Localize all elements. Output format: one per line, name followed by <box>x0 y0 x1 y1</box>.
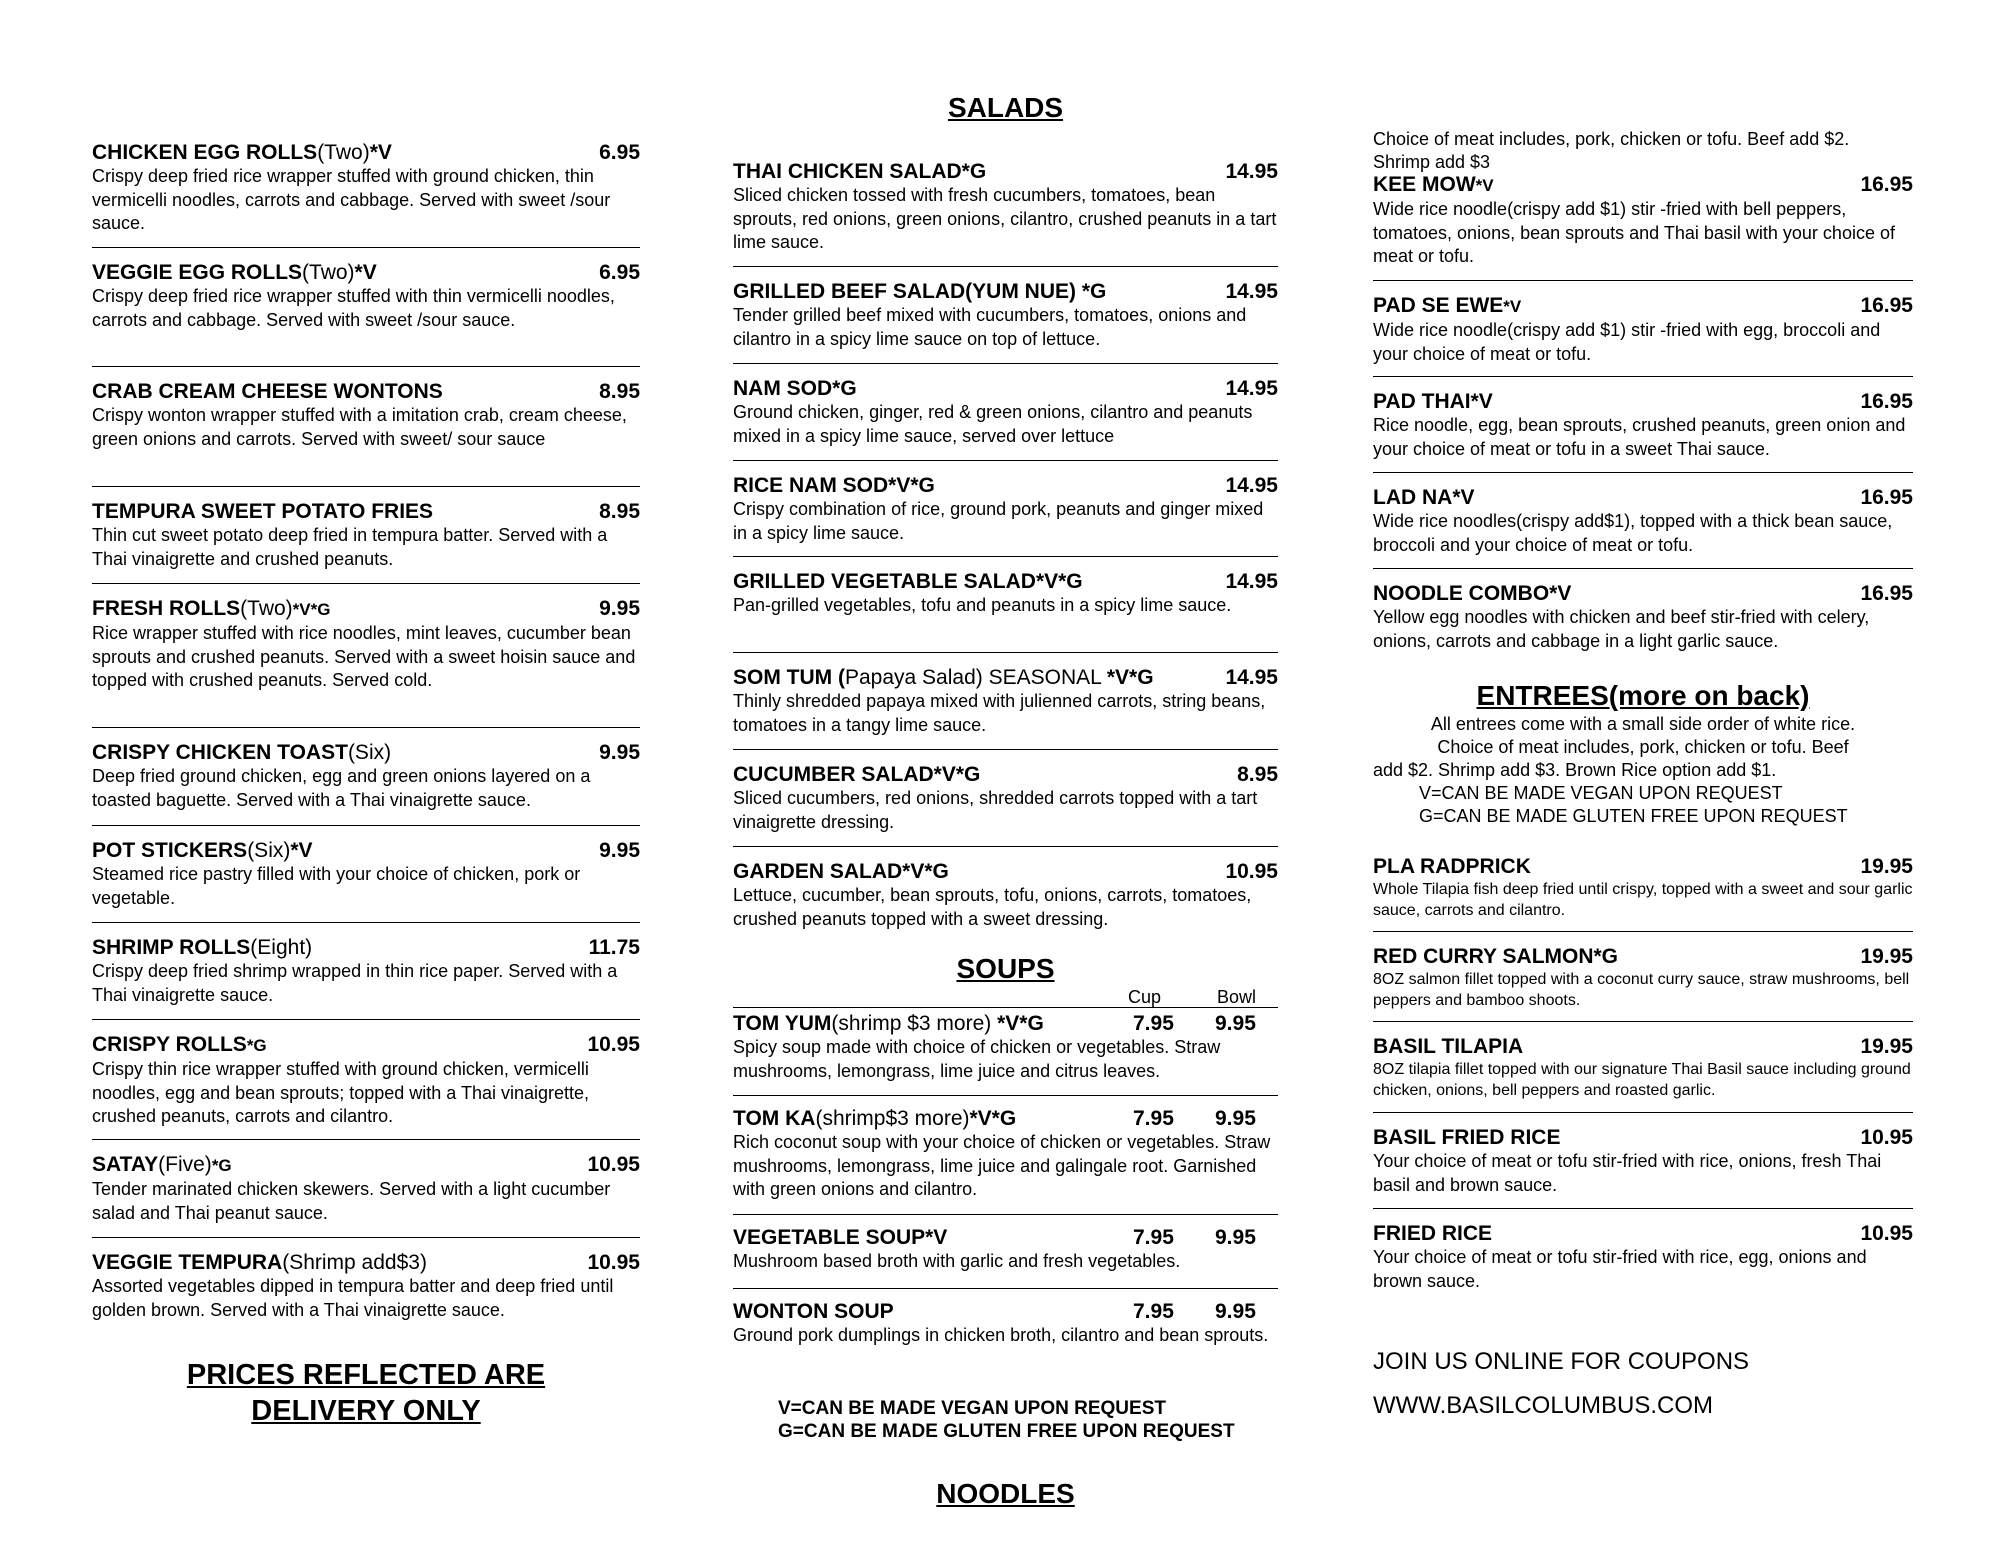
menu-item-price: 10.95 <box>1225 860 1278 883</box>
legend-vegan: V=CAN BE MADE VEGAN UPON REQUEST <box>778 1398 1166 1419</box>
bowl-header: Bowl <box>1217 987 1257 1007</box>
menu-item[interactable] <box>92 839 640 910</box>
menu-item-name: BASIL TILAPIA <box>1373 1035 1524 1058</box>
menu-item[interactable] <box>1373 390 1913 461</box>
menu-item[interactable] <box>733 666 1278 737</box>
divider <box>733 846 1278 847</box>
divider <box>92 825 640 826</box>
menu-item-description: Crispy combination of rice, ground pork, peanuts and ginger mixed in a spicy lime sauce. <box>733 499 1264 543</box>
divider <box>1373 280 1913 281</box>
menu-item-title <box>733 280 1278 304</box>
menu-item-price: 14.95 <box>1225 474 1278 497</box>
menu-item-name: NOODLE COMBO*V <box>1373 582 1572 605</box>
entrees-intro-line: G=CAN BE MADE GLUTEN FREE UPON REQUEST <box>1419 806 1848 826</box>
menu-item-description: Deep fried ground chicken, egg and green onions layered on a toasted baguette. Served with a Thai vinaigrette sauce. <box>92 766 591 810</box>
menu-item-tag: *G <box>246 1036 267 1055</box>
menu-item-title <box>92 936 640 960</box>
menu-item-name: PLA RADPRICK <box>1373 855 1531 878</box>
menu-item-description: 8OZ tilapia fillet topped with our signature Thai Basil sauce including ground chicken, onions, bell peppers and roasted garlic. <box>1373 1061 1911 1099</box>
bowl-price: 9.95 <box>1215 1226 1256 1249</box>
menu-item[interactable] <box>1373 582 1913 653</box>
menu-item-description: Sliced cucumbers, red onions, shredded carrots topped with a tart vinaigrette dressing. <box>733 788 1258 832</box>
divider <box>733 652 1278 653</box>
divider <box>92 1139 640 1140</box>
menu-item-name-group <box>1373 294 1521 319</box>
menu-item-name-group <box>92 380 443 404</box>
entrees-intro-line: V=CAN BE MADE VEGAN UPON REQUEST <box>1419 783 1783 803</box>
menu-item-name: WONTON SOUP <box>733 1300 894 1323</box>
menu-item-name-group <box>1373 486 1475 510</box>
menu-item[interactable] <box>92 500 640 571</box>
menu-item-name-group <box>733 1012 1044 1035</box>
menu-item-title <box>733 666 1278 690</box>
menu-item-title <box>92 1033 640 1058</box>
menu-item-price: 14.95 <box>1225 377 1278 400</box>
menu-item-description: Crispy thin rice wrapper stuffed with ground chicken, vermicelli noodles, egg and bean sprouts; topped with a Thai vinaigrette, crushed peanuts, carrots and cilantro. <box>92 1059 590 1126</box>
soups-heading: SOUPS <box>956 953 1055 984</box>
menu-item-price: 16.95 <box>1860 390 1913 413</box>
divider <box>733 460 1278 461</box>
menu-item[interactable] <box>733 280 1278 351</box>
entrees-intro <box>1373 713 1913 828</box>
menu-item-price: 14.95 <box>1225 570 1278 593</box>
menu-item-name: RICE NAM SOD*V*G <box>733 474 935 497</box>
menu-item-description: Rich coconut soup with your choice of chicken or vegetables. Straw mushrooms, lemongrass, lime juice and galingale root. Garnished with green onions and cilantro. <box>733 1132 1271 1199</box>
menu-item-name: CUCUMBER SALAD*V*G <box>733 763 981 786</box>
delivery-note-line: PRICES REFLECTED ARE <box>186 1359 546 1391</box>
menu-item-description: Your choice of meat or tofu stir-fried with rice, egg, onions and brown sauce. <box>1373 1247 1867 1291</box>
menu-item[interactable] <box>1373 173 1913 269</box>
cup-price: 7.95 <box>1133 1107 1174 1130</box>
menu-item[interactable] <box>1373 855 1913 921</box>
menu-item-title <box>733 570 1278 594</box>
menu-item-tag: *V*G <box>969 1107 1017 1130</box>
menu-item-name-group <box>1373 173 1494 198</box>
menu-item-description: Wide rice noodle(crispy add $1) stir -fried with egg, broccoli and your choice of meat or tofu. <box>1373 320 1881 364</box>
menu-item-description: Steamed rice pastry filled with your choice of chicken, pork or vegetable. <box>92 864 581 908</box>
menu-item-description: Crispy deep fried shrimp wrapped in thin rice paper. Served with a Thai vinaigrette sauce. <box>92 961 618 1005</box>
menu-item-title <box>92 141 640 165</box>
noodles-intro-line: Shrimp add $3 <box>1373 152 1491 172</box>
divider <box>1373 376 1913 377</box>
menu-item-name-group <box>733 1300 894 1323</box>
menu-item-name-group <box>733 570 1083 594</box>
divider <box>733 749 1278 750</box>
noodles-intro-line: Choice of meat includes, pork, chicken or tofu. Beef add $2. <box>1373 129 1850 149</box>
menu-item-title <box>733 377 1278 401</box>
divider <box>733 556 1278 557</box>
divider <box>733 363 1278 364</box>
menu-item-name: CHICKEN EGG ROLLS <box>92 141 318 164</box>
menu-item-name: CRISPY CHICKEN TOAST <box>92 741 348 764</box>
divider <box>1373 1112 1913 1113</box>
menu-item-name-group <box>92 839 313 863</box>
menu-item-name: SATAY <box>92 1153 159 1176</box>
divider <box>92 247 640 248</box>
delivery-prices-note <box>92 1357 640 1429</box>
menu-item-portion: (Two) <box>317 141 370 164</box>
menu-item-name-group <box>733 377 857 401</box>
menu-item-title <box>1373 1222 1913 1246</box>
menu-item-name: THAI CHICKEN SALAD*G <box>733 160 987 183</box>
menu-item-description: Ground pork dumplings in chicken broth, cilantro and bean sprouts. <box>733 1325 1269 1345</box>
menu-item[interactable] <box>733 377 1278 448</box>
menu-item-description: Assorted vegetables dipped in tempura batter and deep fried until golden brown. Served with a Thai vinaigrette sauce. <box>92 1276 614 1320</box>
website-link[interactable]: WWW.BASILCOLUMBUS.COM <box>1373 1392 1714 1419</box>
divider <box>1373 1208 1913 1209</box>
menu-item-title <box>92 261 640 285</box>
menu-item-tag: *V*G <box>991 1012 1044 1035</box>
menu-item-name: PAD SE EWE <box>1373 294 1504 317</box>
divider <box>733 266 1278 267</box>
menu-item-name-group <box>92 741 391 765</box>
menu-item-name: SHRIMP ROLLS <box>92 936 251 959</box>
menu-item-price: 6.95 <box>599 261 640 284</box>
menu-item-name-group <box>92 1153 232 1178</box>
menu-item-title <box>92 597 640 622</box>
menu-item-price: 10.95 <box>587 1033 640 1056</box>
menu-item-name: PAD THAI*V <box>1373 390 1493 413</box>
menu-item[interactable] <box>1373 1035 1913 1101</box>
divider <box>733 1214 1278 1215</box>
menu-item-name-group <box>92 261 377 285</box>
cup-price: 7.95 <box>1133 1226 1174 1249</box>
menu-item[interactable] <box>92 1251 640 1322</box>
menu-item-title <box>92 1251 640 1275</box>
menu-item-title <box>92 380 640 404</box>
menu-item[interactable] <box>733 160 1278 255</box>
menu-item-title <box>1373 1126 1913 1150</box>
menu-item-price: 8.95 <box>1237 763 1278 786</box>
menu-item-title <box>1373 582 1913 606</box>
menu-item-description: Crispy deep fried rice wrapper stuffed with ground chicken, thin vermicelli noodles, carrots and cabbage. Served with sweet /sour sauce. <box>92 166 611 233</box>
menu-item-name: TOM YUM <box>733 1012 832 1035</box>
menu-item[interactable] <box>1373 945 1913 1011</box>
menu-item-title <box>1373 486 1913 510</box>
menu-item-title <box>733 1012 1278 1036</box>
menu-item-price: 16.95 <box>1860 294 1913 317</box>
menu-item[interactable] <box>733 1012 1278 1083</box>
salads-heading: SALADS <box>947 92 1064 123</box>
menu-item-name-group <box>733 666 1154 690</box>
menu-item-price: 14.95 <box>1225 666 1278 689</box>
menu-item-name: CRISPY ROLLS <box>92 1033 247 1056</box>
menu-item-price: 9.95 <box>599 839 640 862</box>
divider <box>1373 931 1913 932</box>
menu-item[interactable] <box>733 474 1278 545</box>
menu-item-title <box>733 860 1278 884</box>
menu-item-name-group <box>92 936 312 960</box>
menu-item-name-group <box>733 474 935 498</box>
menu-item-portion: (Five) <box>158 1153 212 1176</box>
menu-item-name-group <box>1373 582 1571 606</box>
menu-item-name: SOM TUM ( <box>733 666 845 689</box>
menu-item-name-group <box>92 500 433 524</box>
menu-item-name-group <box>733 1107 1016 1130</box>
menu-item-description: Your choice of meat or tofu stir-fried with rice, onions, fresh Thai basil and brown sauce. <box>1373 1151 1882 1195</box>
menu-item-price: 16.95 <box>1860 173 1913 196</box>
delivery-note-line: DELIVERY ONLY <box>251 1395 481 1427</box>
menu-item[interactable] <box>733 1107 1278 1202</box>
menu-item-name: GARDEN SALAD*V*G <box>733 860 949 883</box>
legend-gluten-free: G=CAN BE MADE GLUTEN FREE UPON REQUEST <box>778 1421 1235 1442</box>
noodles-intro <box>1373 128 1849 174</box>
menu-item[interactable] <box>92 1033 640 1129</box>
menu-item-description: Wide rice noodle(crispy add $1) stir -fried with bell peppers, tomatoes, onions, bean sprouts and Thai basil with your choice of meat or tofu. <box>1373 199 1895 266</box>
divider <box>733 1095 1278 1096</box>
menu-item-name: GRILLED BEEF SALAD(YUM NUE) *G <box>733 280 1107 303</box>
menu-item-title <box>1373 855 1913 879</box>
menu-item-name-group <box>92 1033 267 1058</box>
menu-item-title <box>733 1226 1278 1250</box>
menu-item-name-group <box>1373 390 1493 414</box>
menu-item[interactable] <box>733 570 1278 618</box>
menu-item-portion: (Six) <box>247 839 291 862</box>
divider <box>92 727 640 728</box>
menu-item-tag: *V <box>1503 297 1522 316</box>
divider <box>92 922 640 923</box>
menu-item-description: 8OZ salmon fillet topped with a coconut curry sauce, straw mushrooms, bell peppers and bamboo shoots. <box>1373 971 1910 1009</box>
menu-item-title <box>733 763 1278 787</box>
menu-item-name-suffix: ) SEASONAL <box>975 666 1107 689</box>
menu-item-price: 9.95 <box>599 597 640 620</box>
menu-item-price: 16.95 <box>1860 486 1913 509</box>
menu-item-tag: *V <box>290 839 313 862</box>
menu-item-title <box>1373 173 1913 198</box>
menu-item-name: POT STICKERS <box>92 839 248 862</box>
menu-item-description: Crispy wonton wrapper stuffed with a imitation crab, cream cheese, green onions and carrots. Served with sweet/ sour sauce <box>92 405 627 449</box>
noodles-heading: NOODLES <box>936 1478 1075 1509</box>
menu-item-portion: (Six) <box>347 741 392 764</box>
menu-item-description: Lettuce, cucumber, bean sprouts, tofu, onions, carrots, tomatoes, crushed peanuts topped with a sweet dressing. <box>733 885 1252 929</box>
menu-item[interactable] <box>1373 294 1913 366</box>
menu-item-name: BASIL FRIED RICE <box>1373 1126 1561 1149</box>
menu-item-title <box>733 1107 1278 1131</box>
divider <box>92 1019 640 1020</box>
menu-item-name: LAD NA*V <box>1373 486 1475 509</box>
menu-item-name: NAM SOD*G <box>733 377 857 400</box>
menu-item-tag: *V <box>354 261 377 284</box>
divider <box>92 366 640 367</box>
menu-item-title <box>1373 945 1913 969</box>
menu-item-price: 10.95 <box>1860 1222 1913 1245</box>
bowl-price: 9.95 <box>1215 1300 1256 1323</box>
menu-item-portion: (Eight) <box>250 936 313 959</box>
menu-item-name-group <box>733 860 949 884</box>
menu-item-description: Yellow egg noodles with chicken and beef stir-fried with celery, onions, carrots and cabbage in a light garlic sauce. <box>1373 607 1870 651</box>
menu-item-name: KEE MOW <box>1373 173 1476 196</box>
menu-item-name: VEGETABLE SOUP*V <box>733 1226 948 1249</box>
menu-item-name: RED CURRY SALMON*G <box>1373 945 1619 968</box>
menu-item-description: Ground chicken, ginger, red & green onions, cilantro and peanuts mixed in a spicy lime sauce, served over lettuce <box>733 402 1253 446</box>
menu-item[interactable] <box>733 763 1278 834</box>
menu-item-name: FRIED RICE <box>1373 1222 1493 1245</box>
menu-item[interactable] <box>92 741 640 812</box>
menu-item-price: 19.95 <box>1860 1035 1913 1058</box>
bowl-price: 9.95 <box>1215 1012 1256 1035</box>
menu-item[interactable] <box>92 141 640 236</box>
divider <box>1373 1021 1913 1022</box>
menu-item-price: 14.95 <box>1225 280 1278 303</box>
menu-item[interactable] <box>92 1153 640 1225</box>
menu-item-tag: *G <box>211 1156 232 1175</box>
menu-item-price: 6.95 <box>599 141 640 164</box>
menu-item-title <box>92 1153 640 1178</box>
menu-item-description: Crispy deep fried rice wrapper stuffed with thin vermicelli noodles, carrots and cabbage. Served with sweet /sour sauce. <box>92 286 615 330</box>
menu-item-name-group <box>733 763 980 787</box>
menu-item-description: Tender marinated chicken skewers. Served with a light cucumber salad and Thai peanut sauce. <box>92 1179 611 1223</box>
entrees-intro-line: All entrees come with a small side order of white rice. <box>1430 714 1856 734</box>
menu-item-description: Rice wrapper stuffed with rice noodles, mint leaves, cucumber bean sprouts and crushed peanuts. Served with a sweet hoisin sauce and topped with crushed peanuts. Served cold. <box>92 623 636 690</box>
menu-item-name-group <box>733 160 986 184</box>
menu-item-description: Spicy soup made with choice of chicken or vegetables. Straw mushrooms, lemongrass, lime juice and citrus leaves. <box>733 1037 1221 1081</box>
menu-item-tag: *V <box>1475 176 1494 195</box>
menu-item-title <box>733 160 1278 184</box>
menu-item-name: VEGGIE EGG ROLLS <box>92 261 303 284</box>
menu-item-portion: (shrimp $3 more) <box>831 1012 992 1035</box>
menu-item[interactable] <box>92 597 640 693</box>
menu-item-portion: (shrimp$3 more) <box>815 1107 970 1130</box>
menu-item[interactable] <box>1373 486 1913 557</box>
menu-item[interactable] <box>733 1226 1278 1274</box>
menu-item-title <box>733 1300 1278 1324</box>
menu-item-name: FRESH ROLLS <box>92 597 241 620</box>
menu-item-price: 16.95 <box>1860 582 1913 605</box>
menu-item[interactable] <box>1373 1222 1913 1293</box>
menu-item-title <box>733 474 1278 498</box>
menu-item-portion: (Two) <box>240 597 293 620</box>
menu-item-price: 9.95 <box>599 741 640 764</box>
menu-item[interactable] <box>1373 1126 1913 1197</box>
menu-item-price: 19.95 <box>1860 855 1913 878</box>
dietary-legend <box>778 1397 1235 1443</box>
menu-item-description: Sliced chicken tossed with fresh cucumbers, tomatoes, bean sprouts, red onions, green onions, cilantro, crushed peanuts in a tart lime sauce. <box>733 185 1277 252</box>
menu-item-title <box>1373 390 1913 414</box>
menu-item-name-group <box>733 1226 947 1249</box>
menu-item-price: 8.95 <box>599 500 640 523</box>
menu-item-description: Pan-grilled vegetables, tofu and peanuts in a spicy lime sauce. <box>733 595 1232 615</box>
menu-item[interactable] <box>92 261 640 332</box>
menu-item-description: Wide rice noodles(crispy add$1), topped with a thick bean sauce, broccoli and your choice of meat or tofu. <box>1373 511 1893 555</box>
bowl-price: 9.95 <box>1215 1107 1256 1130</box>
menu-item-description: Rice noodle, egg, bean sprouts, crushed peanuts, green onion and your choice of meat or tofu in a sweet Thai sauce. <box>1373 415 1906 459</box>
menu-item-price: 11.75 <box>588 936 640 959</box>
entrees-intro-line: add $2. Shrimp add $3. Brown Rice option add $1. <box>1373 760 1777 780</box>
menu-item-tag: *V*G <box>1106 666 1154 689</box>
menu-item-price: 19.95 <box>1860 945 1913 968</box>
cup-price: 7.95 <box>1133 1012 1174 1035</box>
menu-item-portion: (Two) <box>302 261 355 284</box>
menu-item-price: 10.95 <box>587 1153 640 1176</box>
entrees-heading: ENTREES(more on back) <box>1476 680 1810 711</box>
menu-item-title <box>1373 294 1913 319</box>
menu-item-title <box>92 839 640 863</box>
menu-item[interactable] <box>733 1300 1278 1348</box>
menu-item-description: Thinly shredded papaya mixed with julienned carrots, string beans, tomatoes in a tangy lime sauce. <box>733 691 1266 735</box>
menu-item-name: VEGGIE TEMPURA <box>92 1251 283 1274</box>
menu-item-description: Mushroom based broth with garlic and fresh vegetables. <box>733 1251 1181 1271</box>
menu-item-description: Whole Tilapia fish deep fried until crispy, topped with a sweet and sour garlic sauce, carrots and cilantro. <box>1373 881 1913 919</box>
divider <box>92 1237 640 1238</box>
divider <box>92 486 640 487</box>
menu-item-portion: (Shrimp add$3) <box>282 1251 427 1274</box>
cup-header: Cup <box>1128 987 1162 1007</box>
menu-item-title <box>1373 1035 1913 1059</box>
menu-item-portion: Papaya Salad <box>844 666 976 689</box>
menu-item-name: CRAB CREAM CHEESE WONTONS <box>92 380 443 403</box>
entrees-intro-line: Choice of meat includes, pork, chicken or tofu. Beef <box>1437 737 1849 757</box>
menu-item-price: 10.95 <box>587 1251 640 1274</box>
menu-item-price: 8.95 <box>599 380 640 403</box>
menu-item[interactable] <box>92 936 640 1007</box>
menu-item-price: 10.95 <box>1860 1126 1913 1149</box>
divider <box>92 583 640 584</box>
menu-item-name-group <box>92 1251 427 1275</box>
menu-item[interactable] <box>733 860 1278 931</box>
menu-item-name-group <box>92 597 330 622</box>
menu-item-tag: *V*G <box>292 600 331 619</box>
menu-item-name-group <box>92 141 392 165</box>
divider <box>733 1288 1278 1289</box>
menu-item[interactable] <box>92 380 640 451</box>
cup-price: 7.95 <box>1133 1300 1174 1323</box>
menu-item-name-group <box>733 280 1106 304</box>
menu-item-title <box>92 500 640 524</box>
menu-item-name: TEMPURA SWEET POTATO FRIES <box>92 500 434 523</box>
menu-item-description: Tender grilled beef mixed with cucumbers, tomatoes, onions and cilantro in a spicy lime sauce on top of lettuce. <box>733 305 1247 349</box>
menu-item-tag: *V <box>369 141 392 164</box>
menu-item-title <box>92 741 640 765</box>
menu-item-name: GRILLED VEGETABLE SALAD*V*G <box>733 570 1083 593</box>
menu-item-description: Thin cut sweet potato deep fried in tempura batter. Served with a Thai vinaigrette and crushed peanuts. <box>92 525 608 569</box>
menu-item-price: 14.95 <box>1225 160 1278 183</box>
divider <box>1373 472 1913 473</box>
menu-item-name: TOM KA <box>733 1107 816 1130</box>
divider <box>1373 568 1913 569</box>
divider <box>733 1007 1278 1008</box>
online-coupons: JOIN US ONLINE FOR COUPONS <box>1373 1348 1750 1375</box>
